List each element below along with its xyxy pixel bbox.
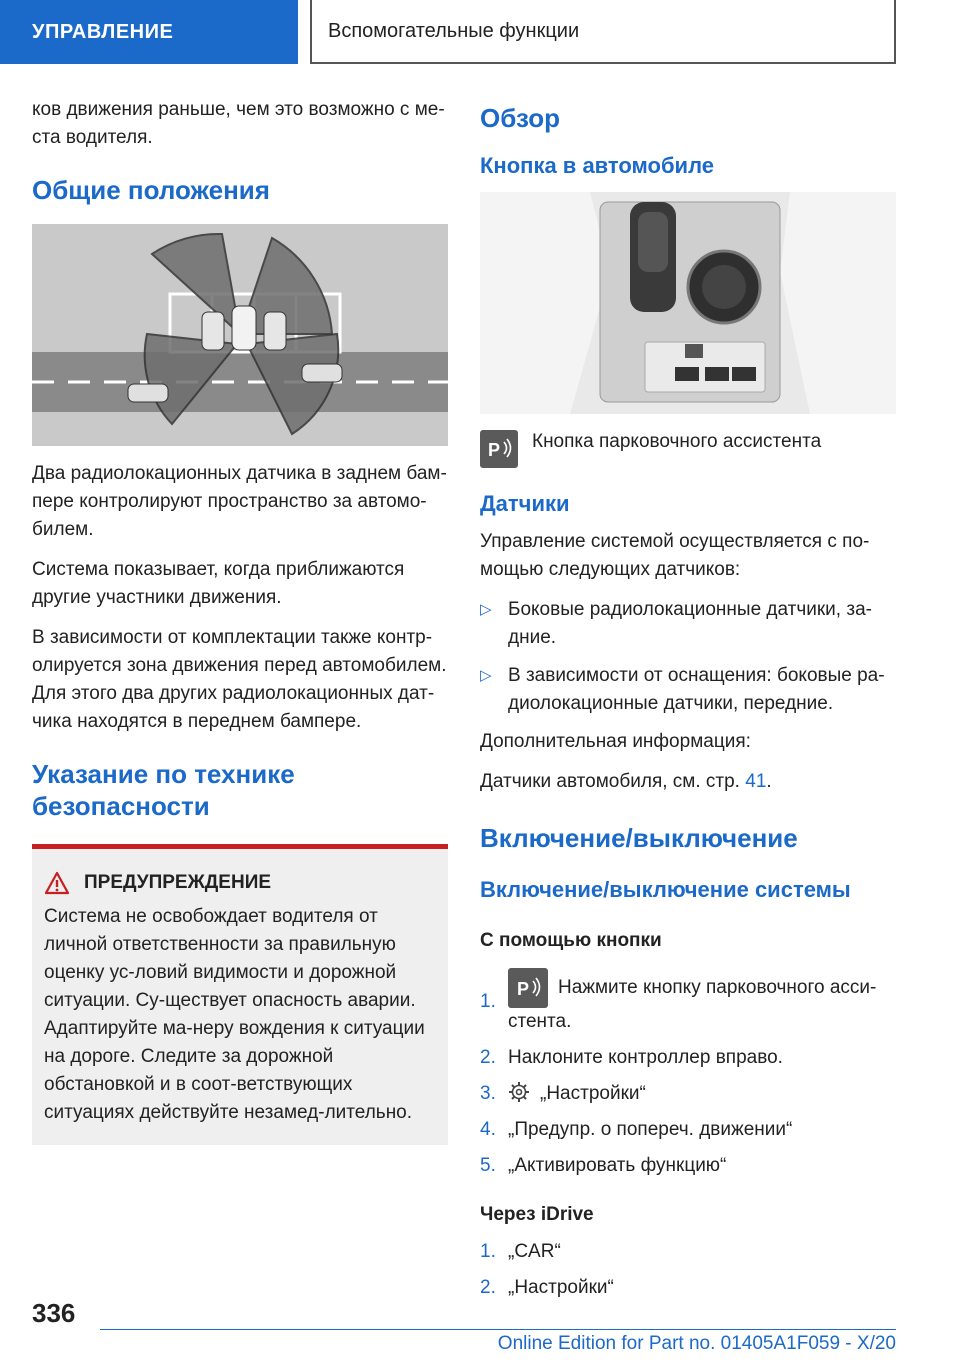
warning-title: ПРЕДУПРЕЖДЕНИЕ: [84, 872, 272, 893]
with-button-heading: С помощью кнопки: [480, 930, 662, 951]
paragraph-1: Два радиолокационных датчика в заднем бам-пере контролируют пространство за автомо-билем.: [32, 463, 447, 540]
page-link[interactable]: 41: [745, 771, 767, 792]
header-section: УПРАВЛЕНИЕ: [0, 0, 298, 64]
onoff-title: Включение/выключение: [480, 823, 798, 853]
paragraph-2: Система показывает, когда приближаются другие участники движения.: [32, 559, 405, 608]
button-title: Кнопка в автомобиле: [480, 153, 714, 178]
button-caption-row: [480, 430, 896, 468]
svg-text:P: P: [488, 440, 501, 460]
page-number: 336: [32, 1298, 76, 1328]
gear-icon: [508, 1081, 530, 1103]
left-column: [32, 96, 448, 1145]
parking-assistant-icon: [480, 430, 518, 468]
triangle-bullet-icon: ▷: [480, 601, 492, 618]
footer-divider: [100, 1329, 896, 1330]
overview-title: Обзор: [480, 103, 560, 133]
safety-title: Указание по технике безопасности: [32, 759, 295, 821]
radar-diagram-image: [32, 224, 448, 446]
step-item: 1. P Нажмите кнопку парковочного асси-стента.: [480, 968, 896, 1036]
sensor-item: ▷ В зависимости от оснащения: боковые ра-диолокационные датчики, передние.: [480, 662, 896, 718]
onoff-system-title: Включение/выключение системы: [480, 877, 851, 902]
step-item: 1. „CAR“: [480, 1241, 561, 1262]
intro-text: ков движения раньше, чем это возможно с ме-ста водителя.: [32, 99, 445, 148]
button-caption: Кнопка парковочного ассистента: [532, 431, 822, 452]
parking-assistant-icon: [508, 968, 548, 1008]
warning-header: [44, 871, 436, 895]
triangle-bullet-icon: ▷: [480, 667, 492, 684]
general-title: Общие положения: [32, 175, 270, 205]
footer-edition: Online Edition for Part no. 01405A1F059 - X/20: [497, 1333, 896, 1354]
sensors-intro: Управление системой осуществляется с по-мощью следующих датчиков:: [480, 531, 870, 580]
via-idrive-heading: Через iDrive: [480, 1204, 594, 1225]
warning-text: Система не освобождает водителя от личной ответственности за правильную оценку ус-ловий видимости и дорожной ситуации. Су-ществует опасность аварии. Адаптируйте ма-неру вождения к ситуации на дороге. Следите за дорожной обстановкой и в соот-ветствующих ситуациях действуйте незамед-лительно.: [44, 906, 425, 1123]
header-chapter: Вспомогательные функции: [310, 0, 896, 64]
right-column: [480, 96, 896, 1310]
paragraph-3: В зависимости от комплектации также контр-олируется зона движения перед автомобилем. Для этого два других радиолокационных дат-чика находятся в переднем бампере.: [32, 627, 447, 732]
parking-p-icon: [513, 973, 543, 1003]
step-item: 2. „Настройки“: [480, 1277, 614, 1298]
step-item: 3. „Настройки“: [480, 1083, 646, 1104]
warning-box: [32, 844, 448, 1145]
step-item: 5. „Активировать функцию“: [480, 1155, 727, 1176]
sensors-title: Датчики: [480, 491, 570, 516]
center-console-image: [480, 192, 896, 414]
more-info-label: Дополнительная информация:: [480, 731, 751, 752]
step-item: 2. Наклоните контроллер вправо.: [480, 1047, 783, 1068]
step-item: 4. „Предупр. о попереч. движении“: [480, 1119, 793, 1140]
warning-triangle-icon: [44, 871, 70, 895]
sensor-item: ▷ Боковые радиолокационные датчики, за-дние.: [480, 596, 896, 652]
svg-text:P: P: [517, 979, 530, 999]
sensor-reference: Датчики автомобиля, см. стр. 41.: [480, 771, 772, 792]
parking-p-icon: [484, 434, 514, 464]
